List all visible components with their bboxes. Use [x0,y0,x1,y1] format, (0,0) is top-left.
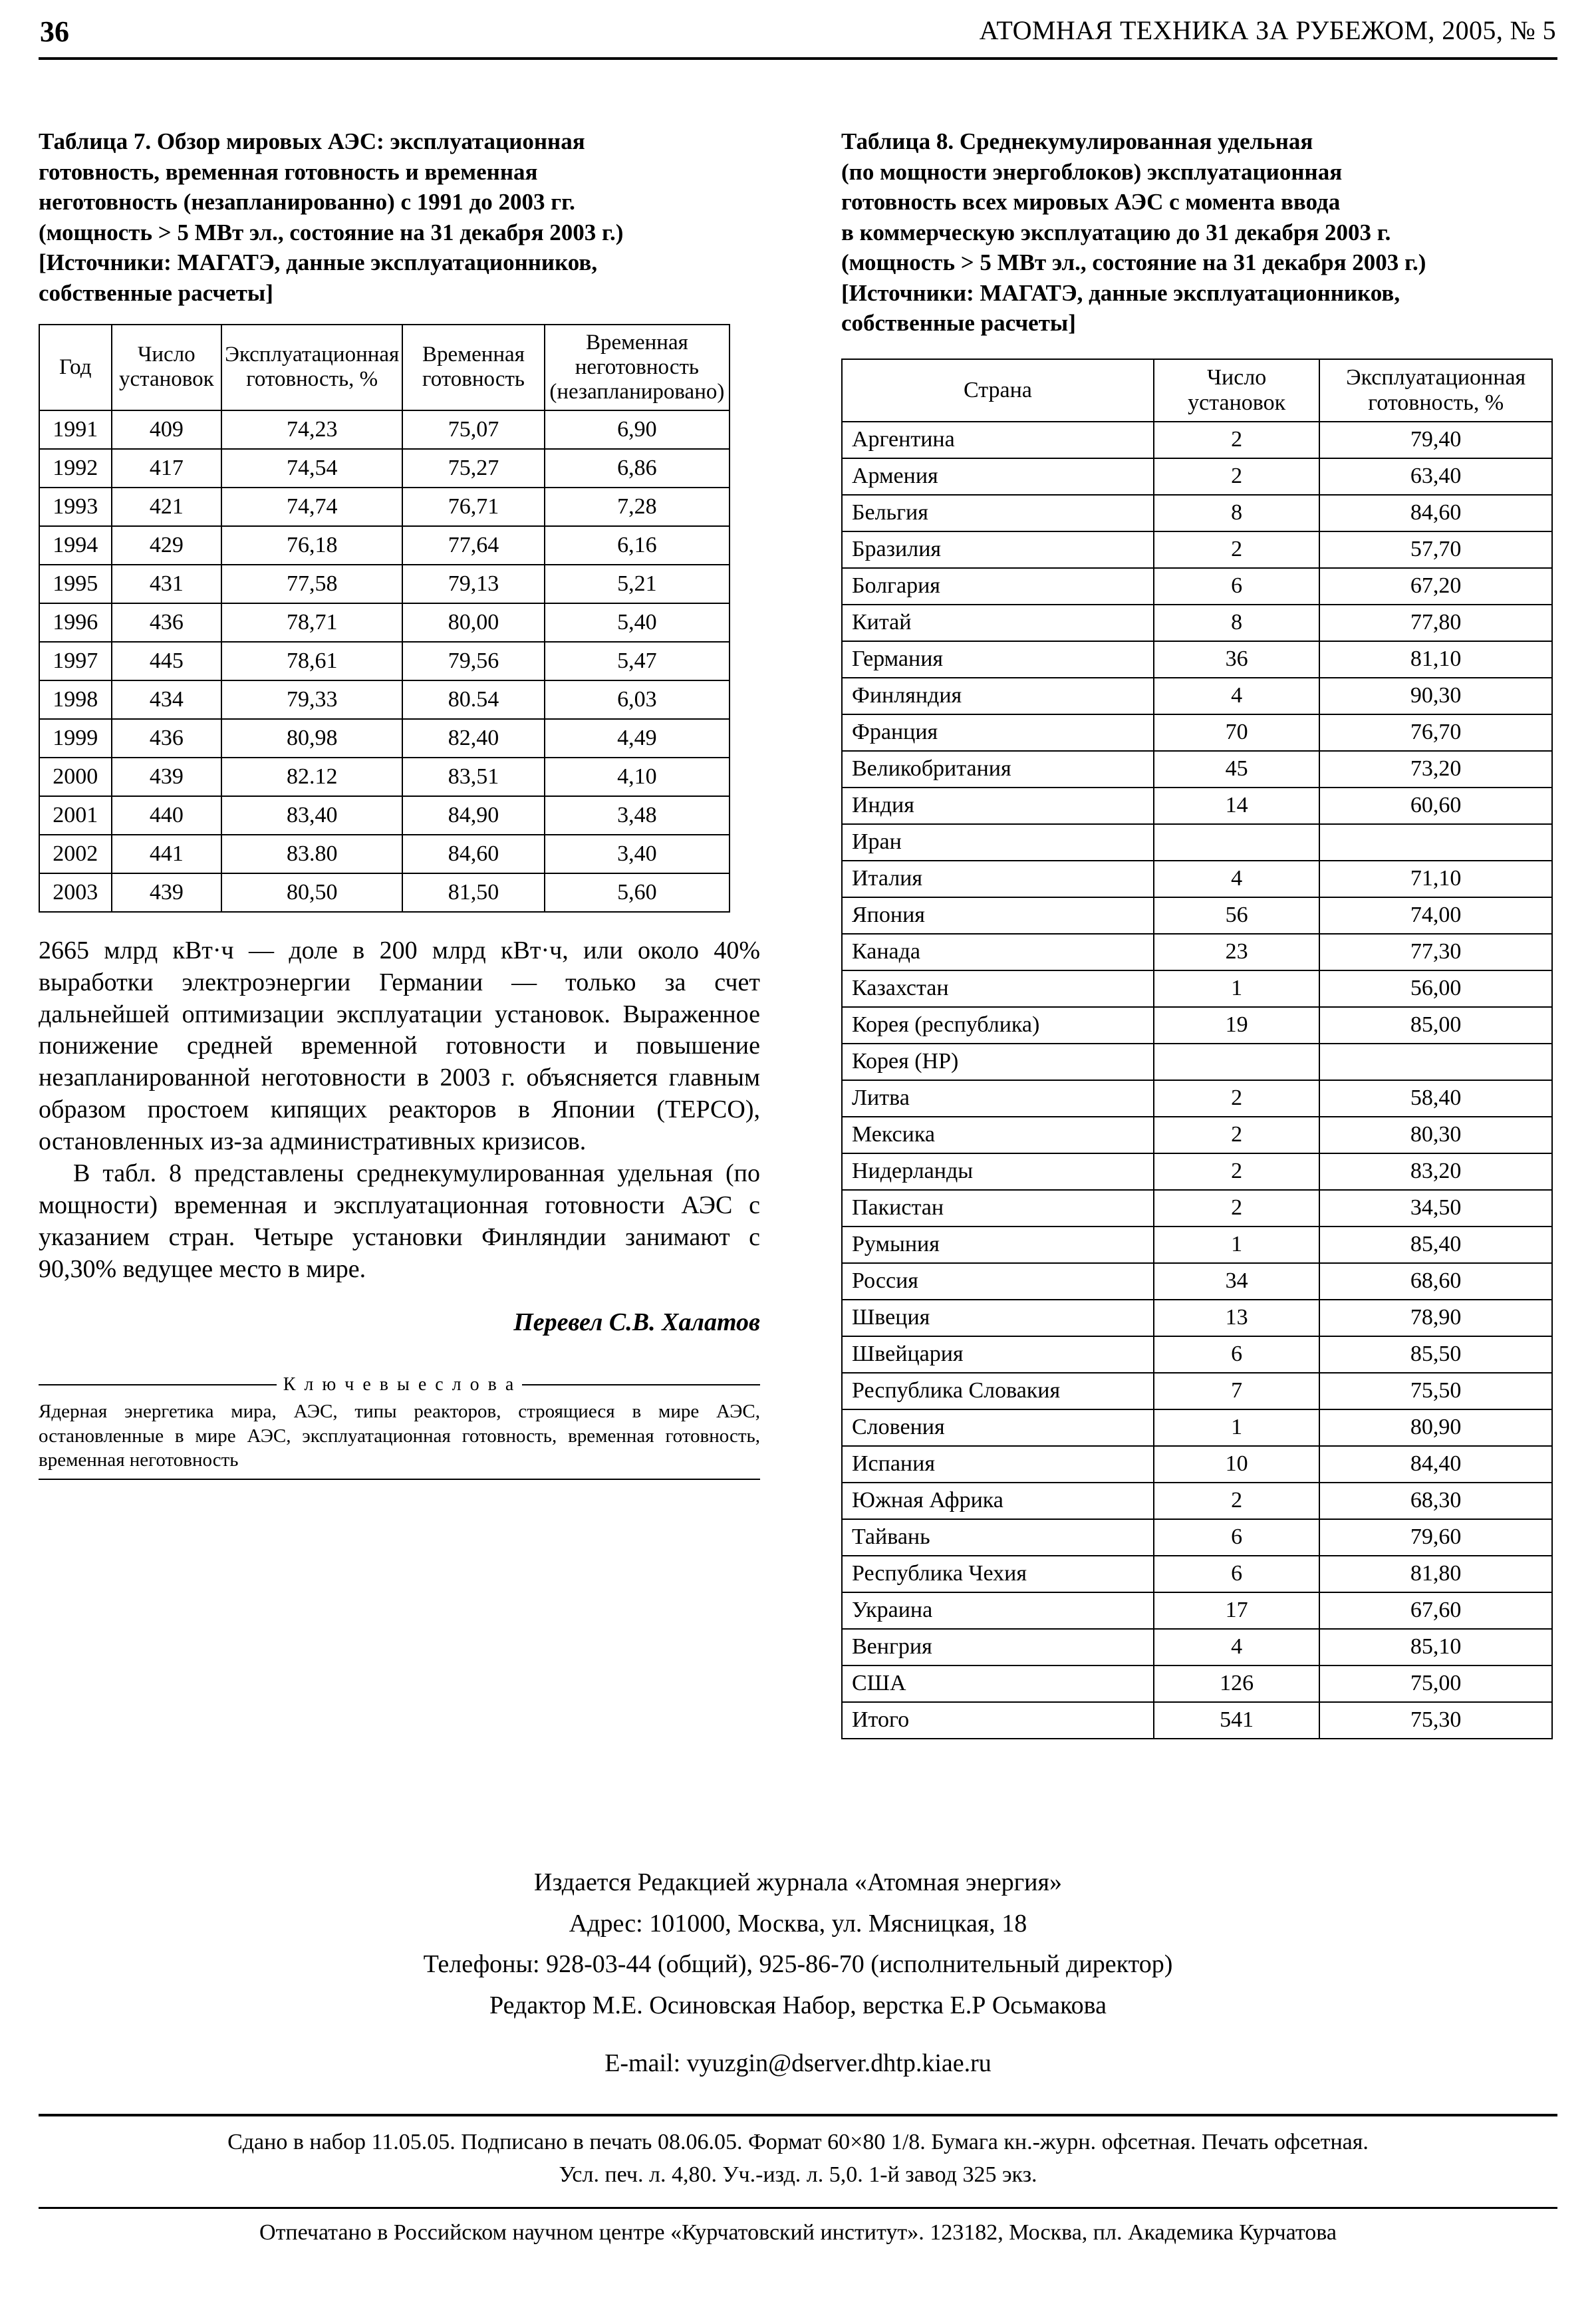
table-row [842,1153,1552,1190]
cell-country: Франция [842,714,1154,751]
body-text [39,935,760,1286]
table7-caption-line: Таблица 7. Обзор мировых АЭС: эксплуатационная [39,128,585,154]
cell-time-availability: 76,71 [402,488,544,526]
cell-country: Пакистан [842,1190,1154,1227]
cell-availability: 85,50 [1319,1336,1552,1373]
cell-availability: 82.12 [221,758,402,796]
cell-units: 421 [112,488,222,526]
page-header [40,15,1556,56]
table-row [842,1373,1552,1409]
cell-availability: 79,33 [221,680,402,719]
cell-availability: 76,70 [1319,714,1552,751]
cell-time-availability: 84,60 [402,835,544,873]
table-row [842,568,1552,605]
cell-time-availability: 84,90 [402,796,544,835]
cell-availability: 81,80 [1319,1556,1552,1592]
cell-units: 436 [112,603,222,642]
left-column [39,126,760,1480]
colophon-line-1: Сдано в набор 11.05.05. Подписано в печать 08.06.05. Формат 60×80 1/8. Бумага кн.-журн. офсетная. Печать офсетная. [227,2130,1369,2154]
table-row [842,1080,1552,1117]
cell-country: Украина [842,1592,1154,1629]
cell-availability: 57,70 [1319,531,1552,568]
cell-units: 439 [112,758,222,796]
col-header-year: Год [39,325,112,410]
cell-availability: 74,23 [221,410,402,449]
cell-units: 23 [1154,934,1319,970]
rule-left [39,1384,277,1385]
rule-right [522,1384,760,1385]
cell-units: 409 [112,410,222,449]
cell-units [1154,1044,1319,1080]
cell-units: 1 [1154,970,1319,1007]
cell-unavailability: 6,90 [545,410,730,449]
cell-units: 126 [1154,1665,1319,1702]
table8-caption-line: готовность всех мировых АЭС с момента ввода [841,189,1341,215]
table-row [842,495,1552,531]
table-row [842,824,1552,861]
keywords-heading [39,1374,760,1395]
table-row [842,934,1552,970]
cell-units: 8 [1154,605,1319,641]
table-row [842,1044,1552,1080]
table-row [842,458,1552,495]
cell-availability: 75,00 [1319,1665,1552,1702]
cell-units: 436 [112,719,222,758]
cell-availability: 78,71 [221,603,402,642]
cell-time-availability: 79,56 [402,642,544,680]
cell-units: 441 [112,835,222,873]
cell-availability: 67,60 [1319,1592,1552,1629]
table-row [842,1007,1552,1044]
cell-units [1154,824,1319,861]
cell-country: Швейцария [842,1336,1154,1373]
cell-unavailability: 5,60 [545,873,730,912]
cell-units: 439 [112,873,222,912]
cell-country: Румыния [842,1227,1154,1263]
table-row [842,788,1552,824]
cell-year: 1996 [39,603,112,642]
cell-total-availability: 75,30 [1319,1702,1552,1739]
paragraph-1: 2665 млрд кВт·ч — доле в 200 млрд кВт·ч, или около 40% выработки электроэнергии Германии — только за счет дальнейшей оптимизации эксплуатации установок. Выраженное понижение средней временной готовности и повышение незапланированной неготовности в 2003 г. объясняется главным образом простоем кипящих реакторов в Японии (ТЕРСО), остановленных из-за административных кризисов. [39,936,760,1156]
cell-units: 2 [1154,458,1319,495]
cell-country: Мексика [842,1117,1154,1153]
cell-availability: 58,40 [1319,1080,1552,1117]
cell-country: Германия [842,641,1154,678]
table-row [842,714,1552,751]
cell-units: 19 [1154,1007,1319,1044]
cell-units: 417 [112,449,222,488]
table-7-body [39,410,730,912]
table-row [39,325,730,410]
journal-title-line: АТОМНАЯ ТЕХНИКА ЗА РУБЕЖОМ, 2005, № 5 [979,15,1556,45]
cell-availability: 74,00 [1319,897,1552,934]
cell-availability: 77,30 [1319,934,1552,970]
cell-availability: 90,30 [1319,678,1552,714]
cell-availability: 77,80 [1319,605,1552,641]
cell-availability: 80,90 [1319,1409,1552,1446]
cell-country: Нидерланды [842,1153,1154,1190]
cell-availability: 34,50 [1319,1190,1552,1227]
cell-year: 1995 [39,565,112,603]
table-row [842,1263,1552,1300]
cell-units: 36 [1154,641,1319,678]
cell-availability: 80,50 [221,873,402,912]
table-row [842,1519,1552,1556]
cell-availability: 71,10 [1319,861,1552,897]
table-row [842,678,1552,714]
cell-availability: 78,61 [221,642,402,680]
table-row [39,680,730,719]
table-row [39,642,730,680]
cell-unavailability: 5,40 [545,603,730,642]
table8-caption-line: в коммерческую эксплуатацию до 31 декабря 2003 г. [841,219,1391,245]
table7-caption-line: готовность, временная готовность и временная [39,158,538,185]
cell-units: 4 [1154,678,1319,714]
table-row [842,1483,1552,1519]
cell-unavailability: 5,21 [545,565,730,603]
table-row [842,861,1552,897]
cell-availability: 60,60 [1319,788,1552,824]
cell-availability: 78,90 [1319,1300,1552,1336]
table8-caption-line: Таблица 8. Среднекумулированная удельная [841,128,1313,154]
cell-units: 6 [1154,1556,1319,1592]
cell-units: 8 [1154,495,1319,531]
table7-caption-line: [Источники: МАГАТЭ, данные эксплуатационников, [39,249,598,275]
table-7-head [39,325,730,410]
colophon-line-2: Усл. печ. л. 4,80. Уч.-изд. л. 5,0. 1-й завод 325 экз. [559,2162,1037,2188]
table-row [842,1446,1552,1483]
table7-caption [39,126,760,308]
cell-units: 6 [1154,568,1319,605]
cell-availability [1319,824,1552,861]
table-row [842,1190,1552,1227]
cell-units: 13 [1154,1300,1319,1336]
table-row [842,1665,1552,1702]
cell-country: Бельгия [842,495,1154,531]
cell-year: 1994 [39,526,112,565]
cell-availability: 83.80 [221,835,402,873]
cell-country: Словения [842,1409,1154,1446]
cell-country: Россия [842,1263,1154,1300]
cell-units: 434 [112,680,222,719]
printed-at-line: Отпечатано в Российском научном центре «Курчатовский институт». 123182, Москва, пл. Академика Курчатова [259,2220,1337,2245]
cell-time-availability: 82,40 [402,719,544,758]
table-row [39,526,730,565]
cell-country: Бразилия [842,531,1154,568]
cell-units: 4 [1154,1629,1319,1665]
cell-total-units: 541 [1154,1702,1319,1739]
cell-availability: 84,40 [1319,1446,1552,1483]
table-row-total [842,1702,1552,1739]
cell-total-label: Итого [842,1702,1154,1739]
colophon-block [39,2126,1557,2192]
cell-units: 2 [1154,1483,1319,1519]
table8-caption-line: собственные расчеты] [841,310,1076,336]
table8-caption-line: (по мощности энергоблоков) эксплуатационная [841,158,1343,185]
cell-unavailability: 5,47 [545,642,730,680]
cell-country: Аргентина [842,422,1154,458]
table-row [842,1336,1552,1373]
cell-country: Южная Африка [842,1483,1154,1519]
cell-availability: 56,00 [1319,970,1552,1007]
cell-units: 2 [1154,531,1319,568]
cell-availability: 83,20 [1319,1153,1552,1190]
cell-units: 6 [1154,1519,1319,1556]
table-row [39,758,730,796]
cell-availability: 74,54 [221,449,402,488]
cell-country: Индия [842,788,1154,824]
cell-year: 1997 [39,642,112,680]
cell-country: Армения [842,458,1154,495]
cell-units: 56 [1154,897,1319,934]
cell-units: 45 [1154,751,1319,788]
cell-units: 7 [1154,1373,1319,1409]
keywords-bottom-rule [39,1479,760,1480]
cell-unavailability: 3,48 [545,796,730,835]
cell-country: Литва [842,1080,1154,1117]
table7-caption-line: неготовность (незапланированно) с 1991 до 2003 гг. [39,189,575,215]
cell-country: Швеция [842,1300,1154,1336]
cell-country: Канада [842,934,1154,970]
cell-year: 1999 [39,719,112,758]
cell-units: 4 [1154,861,1319,897]
table7-caption-line: (мощность > 5 МВт эл., состояние на 31 декабря 2003 г.) [39,219,624,245]
cell-time-availability: 75,27 [402,449,544,488]
cell-units: 2 [1154,1117,1319,1153]
cell-time-availability: 75,07 [402,410,544,449]
cell-availability: 80,98 [221,719,402,758]
col-header-availability: Эксплуатационная готовность, % [1319,359,1552,422]
cell-availability: 67,20 [1319,568,1552,605]
table-row [39,719,730,758]
cell-time-availability: 80.54 [402,680,544,719]
cell-units: 445 [112,642,222,680]
cell-country: Великобритания [842,751,1154,788]
cell-unavailability: 3,40 [545,835,730,873]
cell-time-availability: 79,13 [402,565,544,603]
cell-country: Республика Словакия [842,1373,1154,1409]
table-row [842,422,1552,458]
cell-unavailability: 6,16 [545,526,730,565]
cell-availability: 77,58 [221,565,402,603]
cell-units: 14 [1154,788,1319,824]
table-row [842,641,1552,678]
cell-time-availability: 83,51 [402,758,544,796]
table8-caption-line: (мощность > 5 МВт эл., состояние на 31 декабря 2003 г.) [841,249,1426,275]
col-header-time-availability: Временная готовность [402,325,544,410]
cell-units: 2 [1154,1190,1319,1227]
cell-availability: 84,60 [1319,495,1552,531]
cell-availability: 83,40 [221,796,402,835]
cell-country: Корея (НР) [842,1044,1154,1080]
table-row [842,897,1552,934]
imprint-block [39,1862,1557,2085]
cell-availability: 68,30 [1319,1483,1552,1519]
table-row [842,1300,1552,1336]
cell-units: 1 [1154,1409,1319,1446]
cell-country: Болгария [842,568,1154,605]
cell-year: 1998 [39,680,112,719]
header-rule [39,57,1557,60]
cell-unavailability: 4,10 [545,758,730,796]
cell-unavailability: 6,03 [545,680,730,719]
table-row [39,603,730,642]
cell-availability: 85,40 [1319,1227,1552,1263]
keywords-text-wrap [39,1399,760,1472]
cell-units: 10 [1154,1446,1319,1483]
cell-country: Испания [842,1446,1154,1483]
cell-country: Италия [842,861,1154,897]
table-row [39,835,730,873]
table7-caption-line: собственные расчеты] [39,279,273,306]
table-row [842,1117,1552,1153]
cell-availability: 75,50 [1319,1373,1552,1409]
cell-units: 2 [1154,1153,1319,1190]
cell-units: 34 [1154,1263,1319,1300]
cell-year: 2002 [39,835,112,873]
cell-units: 1 [1154,1227,1319,1263]
cell-time-availability: 80,00 [402,603,544,642]
cell-units: 6 [1154,1336,1319,1373]
col-header-availability: Эксплуатационная готовность, % [221,325,402,410]
col-header-units: Число установок [112,325,222,410]
imprint-line-2: Адрес: 101000, Москва, ул. Мясницкая, 18 [569,1909,1027,1938]
footer-rule-2 [39,2207,1557,2209]
cell-unavailability: 7,28 [545,488,730,526]
cell-year: 2001 [39,796,112,835]
footer-rule-1 [39,2114,1557,2116]
cell-units: 440 [112,796,222,835]
table-8-body [842,422,1552,1739]
table-row [39,796,730,835]
cell-time-availability: 81,50 [402,873,544,912]
cell-unavailability: 4,49 [545,719,730,758]
cell-country: Казахстан [842,970,1154,1007]
cell-country: Япония [842,897,1154,934]
table-8-head [842,359,1552,422]
cell-units: 429 [112,526,222,565]
table-row [842,1227,1552,1263]
cell-availability: 79,40 [1319,422,1552,458]
table-row [842,605,1552,641]
table-8 [841,359,1553,1739]
cell-units: 17 [1154,1592,1319,1629]
cell-country: Финляндия [842,678,1154,714]
cell-year: 1992 [39,449,112,488]
table-row [39,449,730,488]
table-row [39,873,730,912]
cell-availability: 63,40 [1319,458,1552,495]
cell-availability: 81,10 [1319,641,1552,678]
cell-availability: 76,18 [221,526,402,565]
table-row [842,1629,1552,1665]
translator-credit: Перевел С.В. Халатов [513,1308,760,1337]
cell-units: 431 [112,565,222,603]
table-7 [39,324,730,913]
cell-availability: 80,30 [1319,1117,1552,1153]
cell-units: 2 [1154,422,1319,458]
table-row [39,410,730,449]
cell-availability: 79,60 [1319,1519,1552,1556]
cell-country: Корея (республика) [842,1007,1154,1044]
cell-availability: 85,10 [1319,1629,1552,1665]
cell-year: 2000 [39,758,112,796]
cell-country: Тайвань [842,1519,1154,1556]
cell-availability: 73,20 [1319,751,1552,788]
cell-country: Республика Чехия [842,1556,1154,1592]
paragraph-2: В табл. 8 представлены среднекумулированная удельная (по мощности) временная и эксплуатационная готовности АЭС с указанием стран. Четыре установки Финляндии занимают с 90,30% ведущее место в мире. [39,1159,760,1283]
table8-caption-line: [Источники: МАГАТЭ, данные эксплуатационников, [841,279,1400,306]
imprint-line-4: Редактор М.Е. Осиновская Набор, верстка Е.Р Осьмакова [489,1991,1107,2019]
cell-availability: 85,00 [1319,1007,1552,1044]
col-header-unavailability: Временная неготовность (незапланировано) [545,325,730,410]
imprint-line-1: Издается Редакцией журнала «Атомная энергия» [534,1868,1062,1896]
table-row [39,565,730,603]
cell-country: США [842,1665,1154,1702]
cell-availability: 74,74 [221,488,402,526]
cell-units: 70 [1154,714,1319,751]
cell-unavailability: 6,86 [545,449,730,488]
table-row [842,751,1552,788]
cell-availability: 68,60 [1319,1263,1552,1300]
table8-caption [841,126,1558,339]
cell-year: 1993 [39,488,112,526]
cell-country: Китай [842,605,1154,641]
table-row [842,1592,1552,1629]
page-number: 36 [40,15,69,48]
cell-country: Венгрия [842,1629,1154,1665]
cell-country: Иран [842,824,1154,861]
table-row [842,531,1552,568]
table-row [842,359,1552,422]
cell-year: 2003 [39,873,112,912]
col-header-units: Число установок [1154,359,1319,422]
table-row [842,1556,1552,1592]
imprint-line-3: Телефоны: 928-03-44 (общий), 925-86-70 (исполнительный директор) [423,1950,1173,1979]
keywords-title: К л ю ч е в ы е с л о в а [283,1374,516,1395]
cell-units: 2 [1154,1080,1319,1117]
right-column [841,126,1558,1739]
keywords-block [39,1374,760,1480]
table-row [842,970,1552,1007]
table-row [39,488,730,526]
cell-year: 1991 [39,410,112,449]
keywords-text: Ядерная энергетика мира, АЭС, типы реакторов, строящиеся в мире АЭС, остановленные в мире АЭС, эксплуатационная готовность, временная готовность, временная неготовность [39,1401,760,1471]
imprint-email[interactable]: E-mail: vyuzgin@dserver.dhtp.kiae.ru [604,2049,992,2078]
cell-time-availability: 77,64 [402,526,544,565]
col-header-country: Страна [842,359,1154,422]
table-row [842,1409,1552,1446]
cell-availability [1319,1044,1552,1080]
